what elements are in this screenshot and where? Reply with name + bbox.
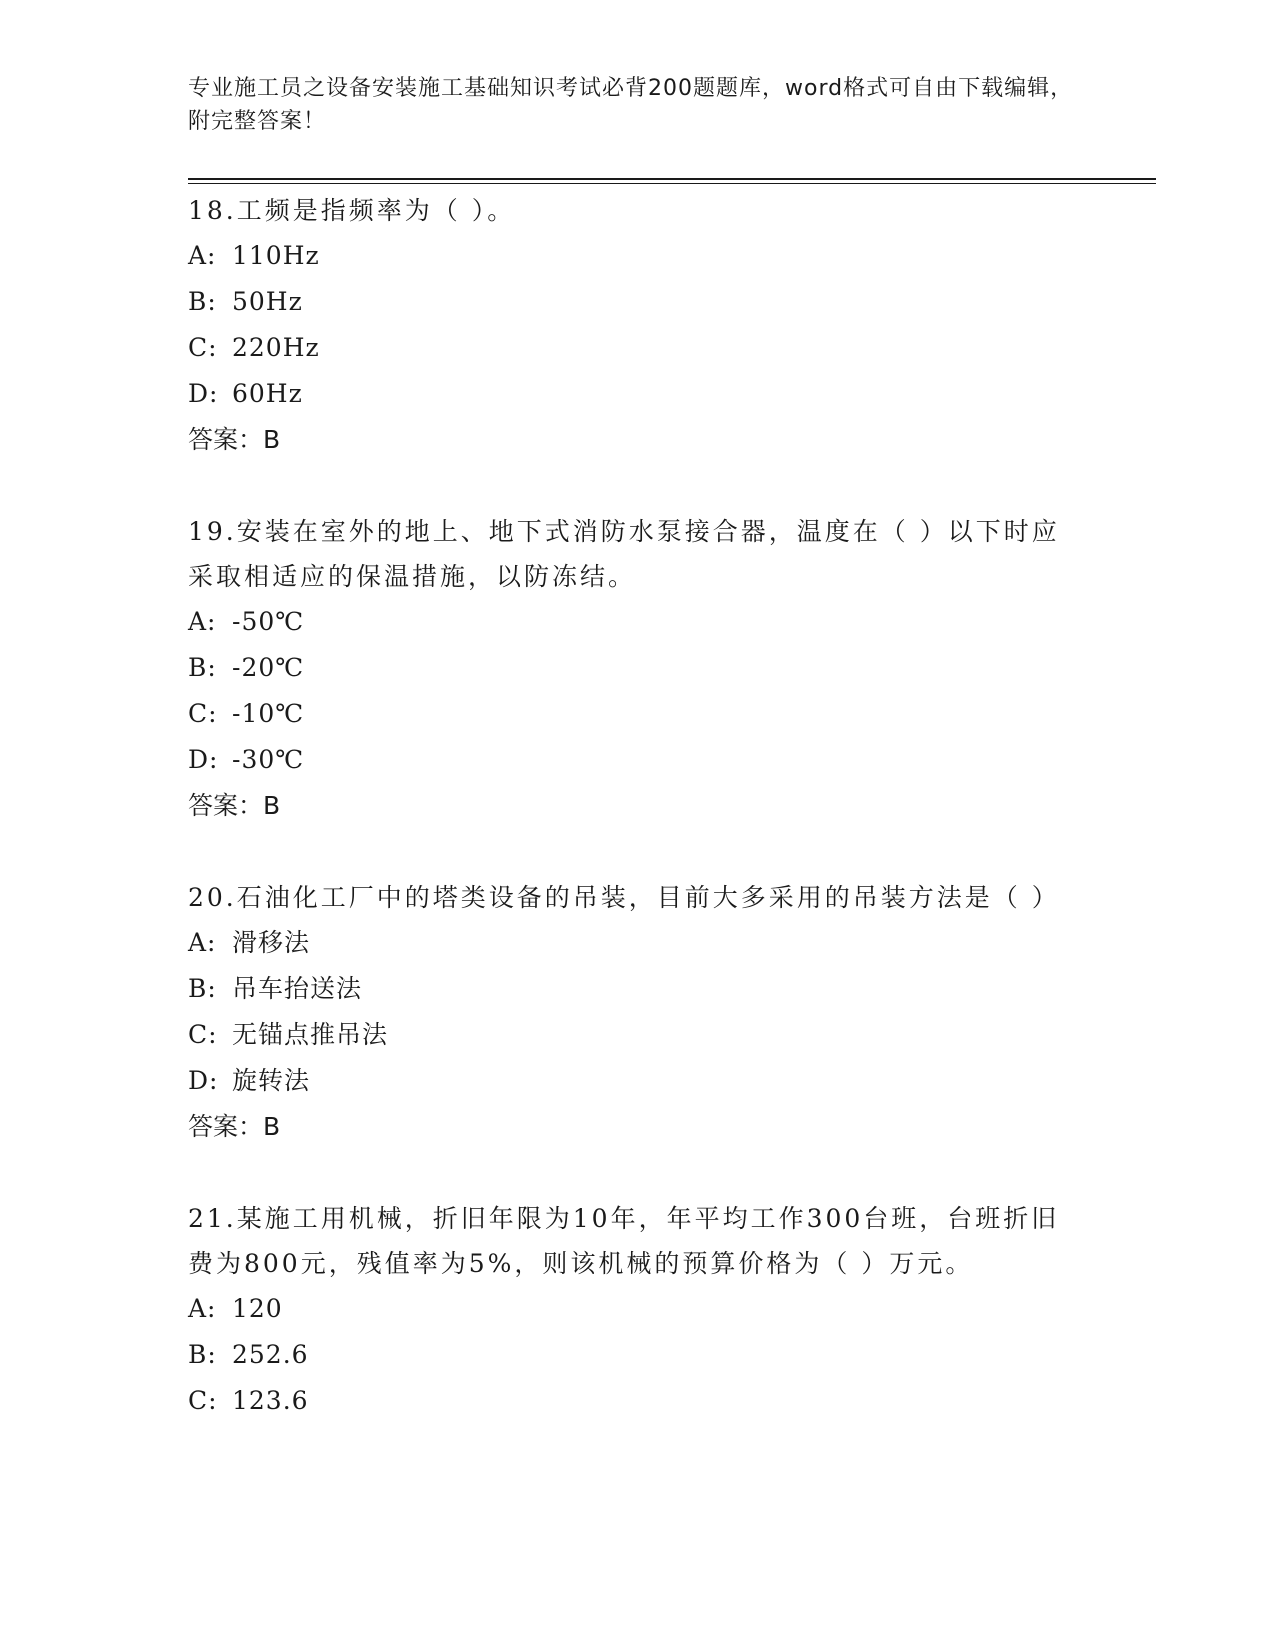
option-letter: A: bbox=[188, 241, 217, 270]
question-19 bbox=[188, 509, 1068, 829]
option-c bbox=[188, 1378, 1068, 1424]
option-text: 吊车抬送法 bbox=[232, 974, 363, 1003]
question-20 bbox=[188, 875, 1068, 1150]
option-letter: A: bbox=[188, 607, 217, 636]
option-letter: D: bbox=[188, 379, 219, 408]
answer-label: 答案：B bbox=[188, 425, 281, 454]
option-c bbox=[188, 1012, 1068, 1058]
option-a bbox=[188, 920, 1068, 966]
option-d bbox=[188, 737, 1068, 783]
option-b bbox=[188, 279, 1068, 325]
header-rule-thick bbox=[188, 178, 1156, 180]
option-d bbox=[188, 1058, 1068, 1104]
option-a bbox=[188, 233, 1068, 279]
option-letter: B: bbox=[188, 287, 217, 316]
option-a bbox=[188, 599, 1068, 645]
question-stem: 21.某施工用机械，折旧年限为10年，年平均工作300台班，台班折旧费为800元，残值率为5%，则该机械的预算价格为（ ）万元。 bbox=[188, 1204, 1060, 1278]
option-letter: B: bbox=[188, 653, 217, 682]
option-text: 旋转法 bbox=[232, 1066, 311, 1095]
option-letter: B: bbox=[188, 1340, 217, 1369]
option-text: 120 bbox=[232, 1294, 283, 1323]
option-text: 252.6 bbox=[232, 1340, 309, 1369]
option-text: 50Hz bbox=[232, 287, 303, 316]
question-list bbox=[188, 188, 1068, 1470]
option-letter: C: bbox=[188, 1020, 218, 1049]
question-18 bbox=[188, 188, 1068, 463]
option-d bbox=[188, 371, 1068, 417]
option-letter: B: bbox=[188, 974, 217, 1003]
option-text: -20℃ bbox=[232, 653, 305, 682]
option-text: 60Hz bbox=[232, 379, 303, 408]
option-letter: D: bbox=[188, 745, 219, 774]
option-text: -50℃ bbox=[232, 607, 305, 636]
option-letter: D: bbox=[188, 1066, 219, 1095]
option-b bbox=[188, 966, 1068, 1012]
option-text: -30℃ bbox=[232, 745, 305, 774]
option-c bbox=[188, 691, 1068, 737]
option-text: 110Hz bbox=[232, 241, 320, 270]
option-letter: C: bbox=[188, 1386, 218, 1415]
option-b bbox=[188, 1332, 1068, 1378]
option-text: 无锚点推吊法 bbox=[232, 1020, 389, 1049]
question-stem: 20.石油化工厂中的塔类设备的吊装，目前大多采用的吊装方法是（ ） bbox=[188, 883, 1060, 912]
document-header: 专业施工员之设备安装施工基础知识考试必背200题题库，word格式可自由下载编辑，附完整答案！ bbox=[188, 76, 1074, 134]
header-rule-thin bbox=[188, 183, 1156, 184]
question-stem: 19.安装在室外的地上、地下式消防水泵接合器，温度在（ ）以下时应采取相适应的保温措施，以防冻结。 bbox=[188, 517, 1060, 591]
option-letter: A: bbox=[188, 928, 217, 957]
question-stem: 18.工频是指频率为（ ）。 bbox=[188, 196, 516, 225]
option-letter: C: bbox=[188, 333, 218, 362]
option-c bbox=[188, 325, 1068, 371]
answer-label: 答案：B bbox=[188, 791, 281, 820]
option-a bbox=[188, 1286, 1068, 1332]
question-21 bbox=[188, 1196, 1068, 1424]
option-text: 123.6 bbox=[232, 1386, 309, 1415]
option-letter: C: bbox=[188, 699, 218, 728]
option-text: -10℃ bbox=[232, 699, 305, 728]
option-letter: A: bbox=[188, 1294, 217, 1323]
option-text: 滑移法 bbox=[232, 928, 311, 957]
option-b bbox=[188, 645, 1068, 691]
answer-label: 答案：B bbox=[188, 1112, 281, 1141]
option-text: 220Hz bbox=[232, 333, 320, 362]
